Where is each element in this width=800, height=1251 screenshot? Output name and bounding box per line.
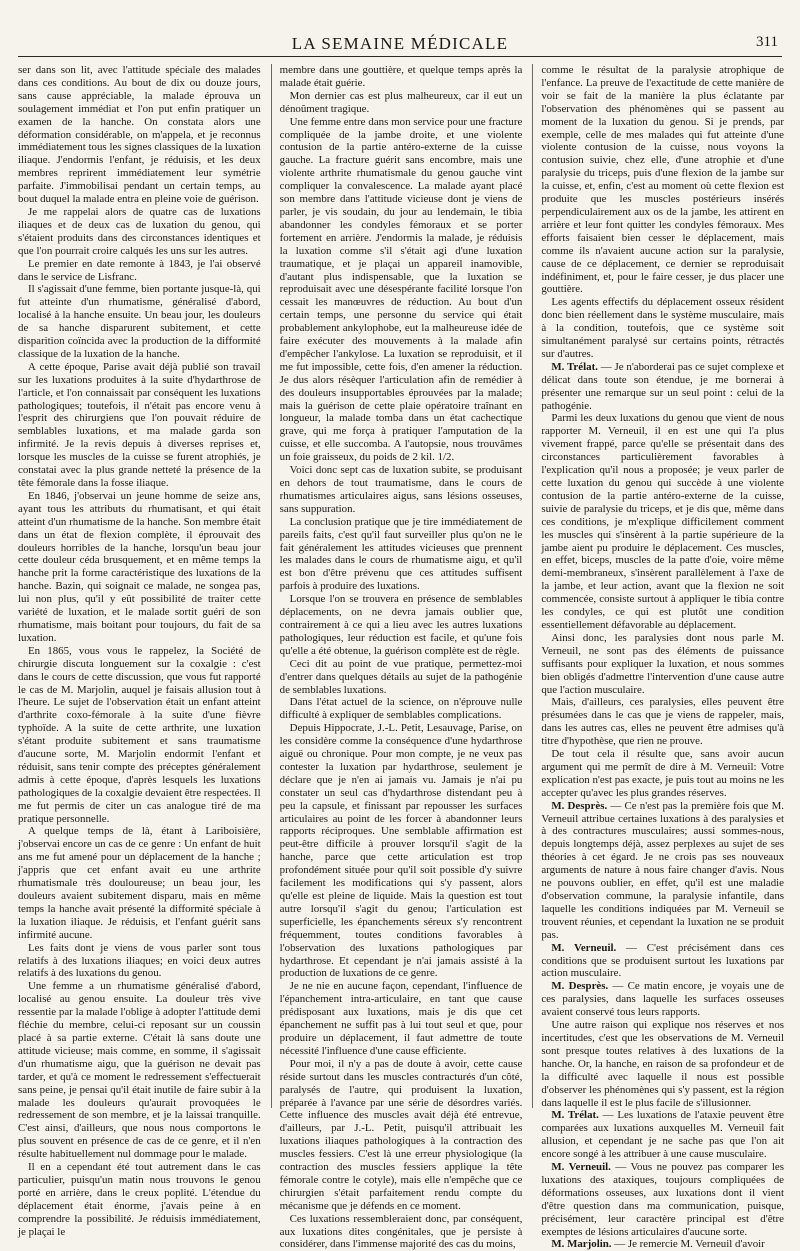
paragraph: [280, 593, 523, 658]
paragraph-text: Il s'agissait d'une femme, bien portante jusque-là, qui fut atteinte d'un rhumatisme, généralisé d'abord, localisé à la hanche ensuite. Un beau jour, les douleurs de sa hanche disparurent subitement, et cette disparition coïncida avec la production de la difformité classique de la luxation de la hanche.: [18, 283, 261, 360]
paragraph-text: Mais, d'ailleurs, ces paralysies, elles peuvent être présumées dans le cas que je viens de rappeler, mais, dans les autres cas, elles ne peuvent être admises qu'à titre d'hypothèse, que rien ne prouve.: [541, 696, 785, 748]
paragraph: [280, 116, 523, 464]
running-title: LA SEMAINE MÉDICALE: [291, 34, 509, 53]
paragraph: [280, 658, 523, 697]
paragraph-text: La conclusion pratique que je tire immédiatement de pareils faits, c'est qu'il faut surveiller plus qu'on ne le fait généralement les attitudes vicieuses que prennent les malades dans le cours de rhumatisme aigu, et qu'il est bon d'être prévenu que ces attitudes suffisent parfois à produire des luxations.: [279, 515, 523, 593]
paragraph: [541, 64, 784, 296]
paragraph-text: Les agents effectifs du déplacement osseux résident donc bien réellement dans le système musculaire, mais à la condition, toutefois, que ce système soit simultanément paralysé sur certains points, rétractés sur d'autres.: [541, 296, 785, 360]
paragraph-text: comme le résultat de la paralysie atrophique de l'enfance. La preuve de l'exactitude de cette manière de voir se fait de la manière la plus éclatante par l'observation des phénomènes qui se passent au moment de la luxation du genou. Si je prends, par exemple, celle de mes malades qui fut atteinte d'une violente contusion de la cuisse, nous voyons la contusion suivie, chez elle, d'une atrophie et d'une paralysie du triceps, puis d'une flexion de la jambe sur la cuisse, et, enfin, c'est au moment où cette flexion est produite que les muscles postérieurs insérés perpendiculairement aux os de la jambe, les attirent en arrière et leur font quitter les condyles fémoraux. Mes efforts faisaient bien cesser le déplacement, mais comme ils n'avaient aucune action sur la paralysie, cause de ce déplacement, ce dernier se reproduisait indéfiniment, et, pour le faire cesser, je dus placer une gouttière.: [541, 64, 785, 296]
page-header: [18, 34, 782, 57]
paragraph: [541, 1019, 784, 1109]
paragraph: [18, 283, 261, 360]
paragraph-text: Une femme entre dans mon service pour une fracture compliquée de la jambe droite, et une violente contusion de la partie antéro-externe de la cuisse gauche. La fracture guérit sans encombre, mais une violente arthrite rhumatismale du genou gauche vint compliquer la convalescence. La malade ayant placé son membre dans l'attitude vicieuse dont je viens de parler, je vis soudain, du jour au lendemain, le tibia abandonner les condyles fémoraux et se porter fortement en arrière. J'endormis la malade, je réduisis la luxation comme s'il s'était agi d'une luxation traumatique, et je plaçai un appareil inamovible, d'autant plus indispensable, que la luxation se reproduisait avec une désespérante facilité lorsque l'on cessait les manœuvres de réduction. Au bout d'un certain temps, une personne du service qui était probablement ankylophobe, eut la malheureuse idée de faire exécuter des mouvements à la malade afin d'empêcher l'ankylose. La luxation se reproduisit, et il me fut impossible, cette fois, d'en amener la réduction. Je dus alors résèquer l'articulation afin de remédier à des douleurs insupportables éprouvées par la malade; mais la guérison de cette plaie opératoire traînant en longueur, la malade tomba dans un état cachectique grave, qui me força à pratiquer l'amputation de la cuisse, et elle succomba. A l'autopsie, nous trouvâmes un foie graisseux, du poids de 2 kil. 1/2.: [279, 115, 523, 464]
paragraph: [541, 942, 784, 981]
paragraph-text: — Vous ne pouvez pas comparer les luxations des ataxiques, toujours compliquées de déformations osseuses, aux luxations dont il vient d'être question dans ma communication, puisque, précisément, leur caractère principal est d'être exemptes de lésions articulaires d'aucune sorte.: [541, 1161, 785, 1238]
paragraph: [280, 1058, 523, 1213]
paragraph-text: En 1846, j'observai un jeune homme de seize ans, ayant tous les attributs du rhumatisant, et qui était atteint d'un rhumatisme de la hanche. Son membre était dans un état de flexion complète, il éprouvait des douleurs horribles de la hanche, lorsqu'un beau jour cette douleur céda brusquement, et en même temps la hanche prit la forme caractéristique des luxations de la hanche. Bazin, qui soignait ce malade, ne songea pas, lui non plus, qu'il y eût possibilité de traiter cette variété de luxation, et le malade sortit guéri de son rhumatisme, mais boitant pour toujours, du fait de sa luxation.: [18, 489, 261, 644]
paragraph: [18, 980, 261, 1161]
text-column-middle: [271, 64, 523, 1251]
paragraph-text: A quelque temps de là, étant à Lariboisière, j'observai encore un cas de ce genre : Un enfant de huit ans me fut amené pour un déplacement de la hanche ; j'appris que cet enfant avait eu une arthrite rhumatismale très douloureuse; un beau jour, les douleurs avaient subitement disparu, mais en même temps la hanche avait présenté la difformité spéciale à la luxation iliaque. Je réduisis, et l'enfant guérit sans infirmité aucune.: [18, 825, 261, 941]
paragraph-text: membre dans une gouttière, et quelque temps après la malade était guérie.: [279, 64, 523, 89]
paragraph-text: Dans l'état actuel de la science, on n'éprouve nulle difficulté à expliquer de semblables complications.: [279, 696, 523, 722]
text-columns: [18, 64, 785, 1251]
speaker-name: M. Desprès.: [551, 799, 608, 812]
paragraph: [280, 980, 523, 1057]
paragraph: [541, 361, 784, 413]
paragraph-text: — Les luxations de l'ataxie peuvent être comparées aux luxations auxquelles M. Verneuil fait allusion, et cependant je ne sache pas que l'on ait encore songé à les attribuer à une cause musculaire.: [541, 1109, 785, 1161]
paragraph: [541, 1109, 784, 1161]
paragraph-text: Voici donc sept cas de luxation subite, se produisant en dehors de tout traumatisme, dans le cours de rhumatismes articulaires aigus, sans lésions osseuses, sans suppuration.: [279, 464, 523, 515]
paragraph: [280, 696, 523, 722]
paragraph-text: — Ce n'est pas la première fois que M. Verneuil attribue certaines luxations à des paralysies et à des contractures musculaires; aussi sommes-nous, depuis longtemps déjà, assez perplexes au sujet de ses théories à cet égard. Je ne crois pas ses nouveaux arguments de nature à nous faire changer d'avis. Nous ne pouvons oublier, en effet, qu'il est une maladie d'observation commune, la paralysie infantile, dans laquelle les conditions indiquées par M. Verneuil se trouvent réunies, et cependant la luxation ne se produit pas.: [541, 799, 785, 941]
paragraph: [541, 696, 784, 748]
paragraph: [280, 516, 523, 593]
paragraph-text: Je me rappelai alors de quatre cas de luxations iliaques et de deux cas de luxation du genou, qui s'étaient produits dans des circonstances identiques et que l'on pourrait croire calqués les uns sur les autres.: [18, 205, 261, 257]
paragraph-text: — Ce matin encore, je voyais une de ces paralysies, dans laquelle les surfaces osseuses avaient conservé tous leurs rapports.: [541, 980, 785, 1019]
speaker-name: M. Marjolin.: [551, 1238, 612, 1251]
paragraph: [280, 64, 523, 90]
paragraph: [541, 748, 784, 800]
speaker-name: M. Verneuil.: [551, 941, 617, 954]
speaker-name: M. Verneuil.: [551, 1161, 611, 1174]
text-column-left: [18, 64, 261, 1238]
paragraph: [18, 645, 261, 826]
paragraph-text: Une femme a un rhumatisme généralisé d'abord, localisé au genou ensuite. La douleur très vive ressentie par la malade l'oblige à adopter l'attitude demi fléchie du membre, celui-ci reposant sur un coussin placé à sa partie externe. C'était là sans doute une attitude vicieuse; mais comme, en somme, il s'agissait d'un rhumatisme aigu, que la guérison ne devait pas tarder, et qu'à ce moment le redressement s'effectuerait sans peine, je pensai qu'il était inutile de faire subir à la malade les douleurs qu'aurait provoquées le redressement de son membre, et je la laissai tranquille. C'est ainsi, d'ailleurs, que nous nous comportons le plus souvent en présence de cas de ce genre, et il n'en résulte habituellement nul dommage pour le malade.: [18, 980, 261, 1161]
paragraph: [280, 1213, 523, 1251]
paragraph: [541, 632, 784, 697]
paragraph: [280, 90, 523, 116]
paragraph-text: Le premier en date remonte à 1843, je l'ai observé dans le service de Lisfranc.: [18, 257, 261, 283]
paragraph: [541, 296, 784, 361]
paragraph: [541, 1238, 784, 1251]
paragraph-text: Il en a cependant été tout autrement dans le cas particulier, puisqu'un matin nous trouvons le genou porté en arrière, dans le creux poplité. L'étendue du déplacement était énorme, j'avais peine à en comprendre la possibilité. Je réduisis immédiatement, je plaçai le: [18, 1161, 261, 1238]
speaker-name: M. Desprès.: [551, 980, 609, 993]
paragraph: [541, 1161, 784, 1238]
paragraph-text: Les faits dont je viens de vous parler sont tous relatifs à des luxations iliaques; en voici deux autres relatifs à des luxations du genou.: [18, 941, 261, 980]
paragraph: [18, 825, 261, 941]
paragraph-text: Ainsi donc, les paralysies dont nous parle M. Verneuil, ne sont pas des éléments de puissance suffisants pour expliquer la luxation, et nous sommes bien obligés d'admettre l'intervention d'une cause autre que l'action musculaire.: [541, 631, 785, 696]
page-number: 311: [756, 34, 778, 50]
paragraph-text: — Je remercie M. Verneuil d'avoir: [611, 1238, 765, 1251]
paragraph: [280, 722, 523, 980]
paragraph: [280, 464, 523, 516]
paragraph: [18, 490, 261, 645]
text-column-right: [532, 64, 785, 1251]
paragraph: [541, 800, 784, 942]
paragraph-text: Parmi les deux luxations du genou que vient de nous rapporter M. Verneuil, il en est une qui l'a plus vivement frappé, parce qu'elle se présentait dans des circonstances particulièrement favorables à l'explication qu'il nous a proposée; je veux parler de cette luxation du genou qui succède à une violente contusion de la partie antéro-externe de la cuisse, suivie de paralysie du triceps, et je dis que, même dans ces conditions, je m'explique difficilement comment les muscles qui s'insèrent à la partie supérieure de la jambe aient pu produire le déplacement. Ces muscles, en effet, biceps, muscles de la patte d'oie, voire même demi-membraneux, s'insèrent parallèlement à l'axe de la jambe, et leur action, avant que la flexion ne soit commencée, consiste surtout à appliquer le tibia contre les condyles, ce qui est plutôt une condition essentiellement défavorable au déplacement.: [541, 412, 785, 631]
paragraph-text: Depuis Hippocrate, J.-L. Petit, Lesauvage, Parise, on les considère comme la conséquence d'une hydarthrose aiguë ou chronique. Pour mon compte, je ne veux pas contester la luxation par hydarthrose, seulement je déclare que je n'en ai jamais vu. Jamais je n'ai pu constater un seul cas d'hydarthrose distendant peu à peu la capsule, et finissant par repousser les surfaces articulaires au point de les forcer à abandonner leurs rapports réciproques. Une semblable affirmation est peut-être difficile à prouver lorsqu'il s'agit de la hanche, parce que cette articulation est trop profondément située pour qu'il soit possible d'y suivre facilement les modifications qui s'y passent, alors qu'elle est pleine de liquide. Mais la question est tout autre lorsqu'il s'agit du genou; l'articulation est superficielle, les épanchements séreux s'y rencontrent fréquemment, toutes conditions favorables à l'observation des luxations pathologiques par hydarthrose. Et cependant je n'ai jamais assisté à la production de luxations de ce genre.: [279, 722, 523, 980]
paragraph-text: A cette époque, Parise avait déjà publié son travail sur les luxations produites à la suite d'hydarthrose de l'article, et l'on connaissait par conséquent les luxations pathologiques; toutefois, il n'était pas encore venu à l'esprit des chirurgiens que l'on pouvait réduire de semblables luxations, et ma malade garda son infirmité. Je la revis depuis à diverses reprises et, lorsque les muscles de la cuisse se furent atrophiés, je constatai avec la plus grande netteté la présence de la tête fémorale dans la fosse iliaque.: [18, 360, 261, 489]
paragraph-text: Ces luxations ressembleraient donc, par conséquent, aux luxations dites congénitales, que je persiste à considérer, dans l'immense majorité des cas du moins,: [279, 1212, 523, 1251]
paragraph-text: — Je n'aborderai pas ce sujet complexe et délicat dans toute son étendue, je me bornerai à présenter une remarque sur un seul point : celui de la pathogénie.: [541, 360, 785, 412]
speaker-name: M. Trélat.: [551, 360, 598, 373]
paragraph-text: Pour moi, il n'y a pas de doute à avoir, cette cause réside surtout dans les muscles contracturés d'un côté, paralysés de l'autre, qui produisent la luxation, préparée à l'avance par une série de désordres variés. Cette influence des muscles avait déjà été entrevue, d'ailleurs, par J.-L. Petit, puisqu'il attribuait les luxations iliaques pathologiques à la contraction des muscles fessiers. C'est là une erreur physiologique (la contraction des muscles fessiers applique la tête fémorale contre le cotyle), mais elle n'empêche que ce chirurgien s'était parfaitement rendu compte du mécanisme que je défends en ce moment.: [279, 1057, 523, 1212]
paragraph-text: De tout cela il résulte que, sans avoir aucun argument qui me permît de dire à M. Verneuil: Votre explication n'est pas exacte, je puis tout au moins ne les accepter qu'avec les plus grandes réserves.: [541, 748, 785, 799]
paragraph-text: En 1865, vous vous le rappelez, la Société de chirurgie discuta longuement sur la coxalgie : c'est dans le cours de cette discussion, que vous fut rapporté le cas de M. Marjolin, auquel je faisais allusion tout à l'heure. Le sujet de l'observation était un enfant atteint d'arthrite coxo-fémorale à la suite d'une fièvre typhoïde. A la suite de cette arthrite, une luxation s'étant produite subitement et sans traumatisme d'aucune sorte, M. Marjolin endormit l'enfant et réduisit, sans tenir compte des préceptes généralement admis à cette époque, d'après lesquels les luxations pathologiques de la coxalgie devaient être respectées. Il me fut permis de citer un cas analogue tiré de ma pratique personnelle.: [18, 644, 261, 825]
paragraph: [18, 942, 261, 981]
paragraph: [18, 361, 261, 490]
paragraph: [18, 258, 261, 284]
paragraph-text: ser dans son lit, avec l'attitude spéciale des malades dans ces conditions. Au bout de dix ou douze jours, sans cause appréciable, la malade éprouva un soulagement immédiat et l'on put enfin pratiquer un examen de la hanche. On constata alors une déformation considérable, on m'appela, et je reconnus immédiatement tous les signes classiques de la luxation iliaque. J'endormis l'enfant, je réduisis, et les deux membres reprirent immédiatement leur symétrie parfaite. J'immobilisai pendant un certain temps, au bout duquel la malade entra en pleine voie de guérison.: [18, 64, 261, 206]
paragraph: [18, 64, 261, 206]
paragraph: [18, 1161, 261, 1238]
paragraph-text: Lorsque l'on se trouvera en présence de semblables déplacements, on ne devra jamais oublier que, contrairement à ce qui a lieu avec les autres luxations pathologiques, leur réduction est facile, et qu'une fois qu'elle a été obtenue, la guérison complète est de règle.: [279, 593, 523, 657]
paragraph-text: Mon dernier cas est plus malheureux, car il eut un dénoûment tragique.: [279, 89, 523, 115]
paragraph-text: Une autre raison qui explique nos réserves et nos incertitudes, c'est que les observations de M. Verneuil sont presque toutes relatives à des luxations de la hanche. Or, la hanche, en raison de sa profondeur et de la difficulté avec laquelle il nous est possible d'observer les phénomènes qui s'y passent, est la région dans laquelle il est le plus facile de s'illusionner.: [541, 1019, 785, 1109]
paragraph-text: Ceci dit au point de vue pratique, permettez-moi d'entrer dans quelques détails au sujet de la pathogénie de semblables luxations.: [279, 657, 523, 696]
paragraph: [541, 980, 784, 1019]
paragraph: [541, 412, 784, 631]
paragraph: [18, 206, 261, 258]
paragraph-text: Je ne nie en aucune façon, cependant, l'influence de l'épanchement intra-articulaire, en tant que cause prédisposant aux luxations, mais je dis que cet épanchement ne suffit pas à lui tout seul et que, pour produire un déplacement, il faut admettre de toute nécessité l'influence d'une cause efficiente.: [279, 980, 523, 1057]
speaker-name: M. Trélat.: [551, 1109, 599, 1122]
paragraph-text: — C'est précisément dans ces conditions que se produisent surtout les luxations par action musculaire.: [541, 941, 785, 980]
